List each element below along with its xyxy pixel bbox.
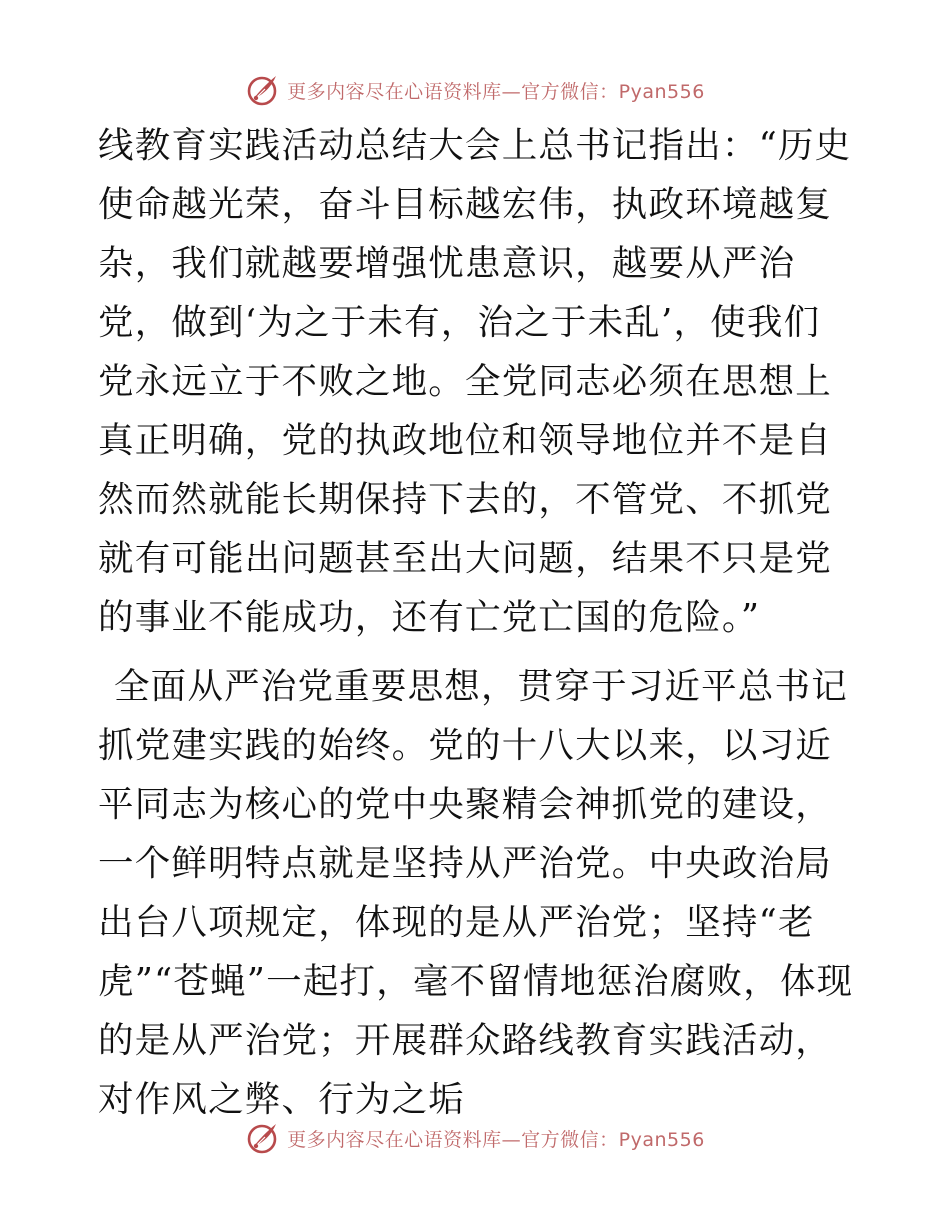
quill-circle-icon	[245, 72, 281, 108]
footer-promo-text: 更多内容尽在心语资料库—官方微信：	[287, 1128, 619, 1151]
footer-wechat-id: Pyan556	[618, 1128, 705, 1151]
quill-circle-icon	[245, 1120, 281, 1156]
paragraph: 线教育实践活动总结大会上总书记指出：“历史使命越光荣，奋斗目标越宏伟，执政环境越复杂，我们就越要增强忧患意识，越要从严治党，做到‘为之于未有，治之于未乱’，使我们党永远立于不败之地。全党同志必须在思想上真正明确，党的执政地位和领导地位并不是自然而然就能长期保持下去的，不管党、不抓党就有可能出问题甚至出大问题，结果不只是党的事业不能成功，还有亡党亡国的危险。”	[98, 125, 852, 638]
paragraph: 全面从严治党重要思想，贯穿于习近平总书记抓党建实践的始终。党的十八大以来，以习近平同志为核心的党中央聚精会神抓党的建设，一个鲜明特点就是坚持从严治党。中央政治局出台八项规定，体现的是从严治党；坚持“老虎”“苍蝇”一起打，毫不留情地惩治腐败，体现的是从严治党；开展群众路线教育实践活动，对作风之弊、行为之垢	[98, 666, 854, 1120]
footer-banner-text	[287, 1125, 705, 1152]
header-banner	[0, 70, 950, 110]
document-body	[98, 116, 854, 1129]
footer-banner	[0, 1118, 950, 1158]
header-banner-text	[287, 77, 705, 104]
header-wechat-id: Pyan556	[618, 80, 705, 103]
header-promo-text: 更多内容尽在心语资料库—官方微信：	[287, 80, 619, 103]
